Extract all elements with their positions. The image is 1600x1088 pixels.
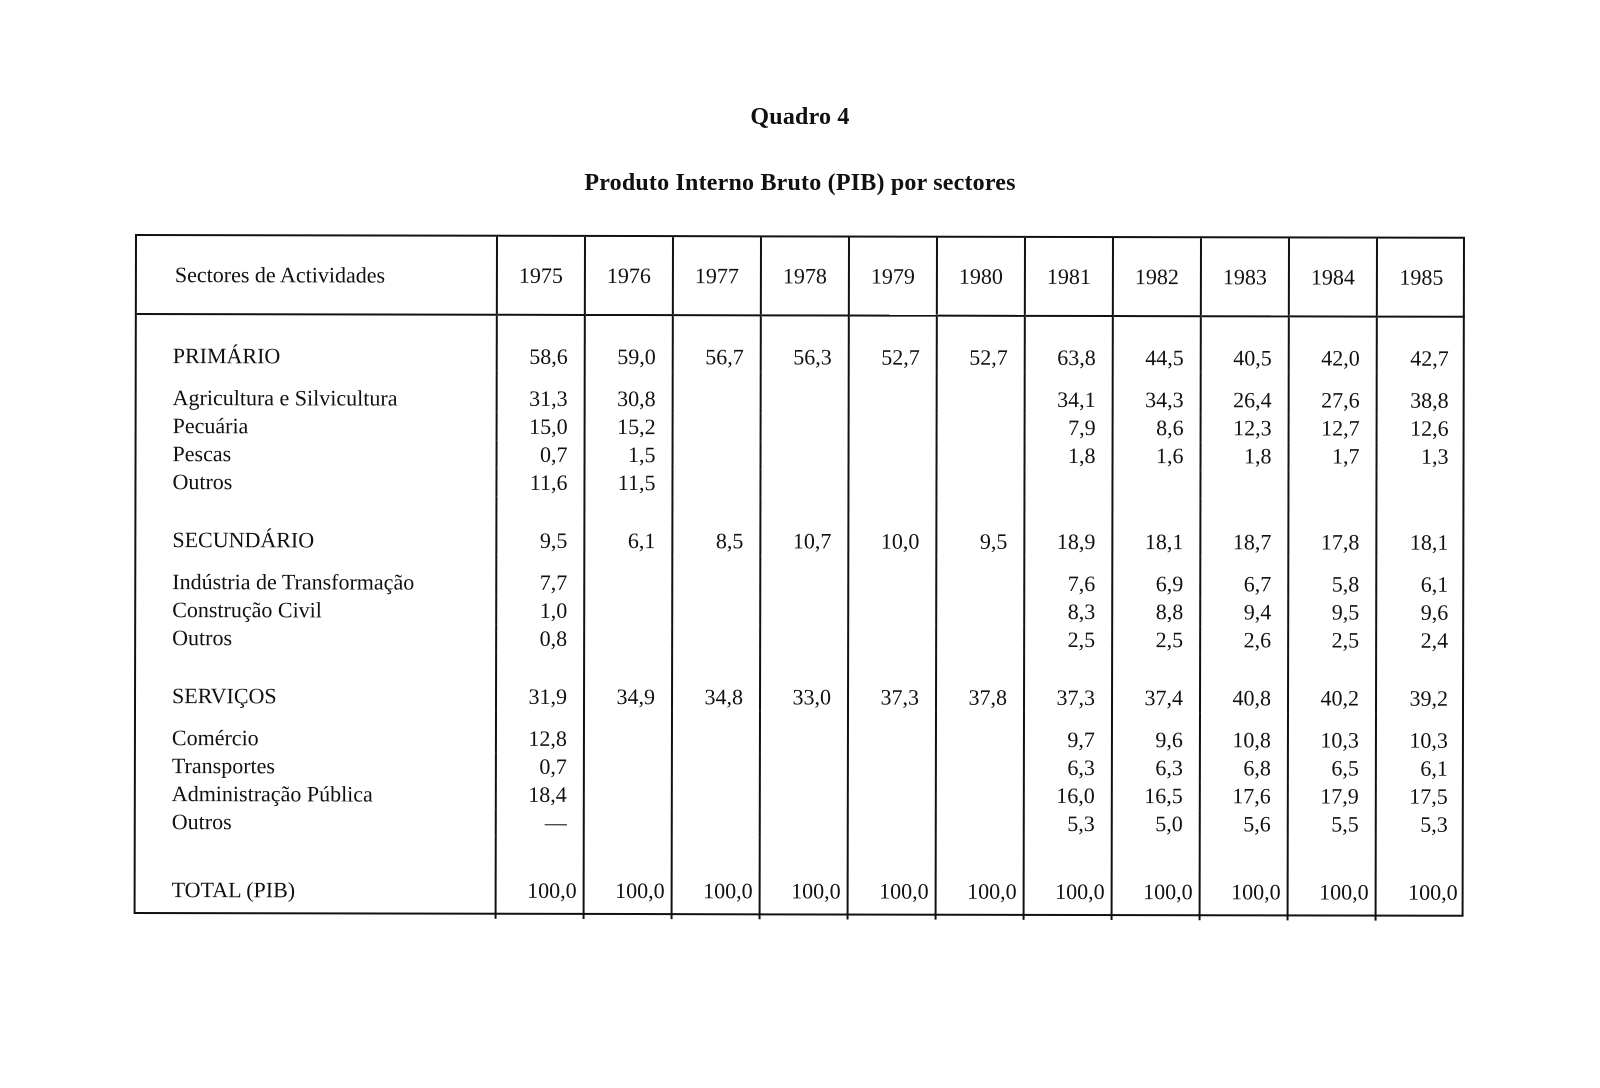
table-cell xyxy=(760,809,848,837)
table-cell: 6,5 xyxy=(1288,754,1376,782)
table-cell xyxy=(672,555,760,597)
table-cell xyxy=(848,555,936,597)
table-cell: 33,0 xyxy=(760,653,848,711)
table-cell: 6,3 xyxy=(1024,754,1112,782)
table-cell xyxy=(761,413,849,441)
table-subtitle: Produto Interno Bruto (PIB) por sectores xyxy=(584,170,1016,196)
year-header-1982: 1982 xyxy=(1113,238,1201,316)
group-row-label: SECUNDÁRIO xyxy=(172,527,315,553)
table-cell: 11,6 xyxy=(496,469,584,497)
year-header-1976: 1976 xyxy=(585,237,673,315)
table-cell: 1,8 xyxy=(1025,442,1113,470)
table-cell: 6,1 xyxy=(1376,755,1464,783)
table-cell xyxy=(760,781,848,809)
table-cell: 40,2 xyxy=(1288,654,1376,712)
table-cell xyxy=(584,753,672,781)
table-cell xyxy=(848,711,936,753)
table-cell: 1,8 xyxy=(1201,442,1289,470)
table-cell: 37,3 xyxy=(848,653,936,711)
table-cell: 5,0 xyxy=(1112,810,1200,838)
table-cell xyxy=(1200,470,1288,498)
item-row xyxy=(136,624,1464,655)
table-frame xyxy=(134,234,1465,917)
table-cell: 6,7 xyxy=(1200,556,1288,598)
sector-column-header: Sectores de Actividades xyxy=(137,236,497,315)
item-row-label: Outros xyxy=(172,469,233,495)
table-cell xyxy=(1376,471,1464,499)
table-cell xyxy=(936,754,1024,782)
table-cell xyxy=(584,711,672,753)
table-cell: 16,0 xyxy=(1024,782,1112,810)
table-cell xyxy=(937,414,1025,442)
year-header-1981: 1981 xyxy=(1025,238,1113,316)
table-cell: 37,4 xyxy=(1112,654,1200,712)
item-row xyxy=(136,808,1464,839)
table-cell: 10,7 xyxy=(760,497,848,555)
table-cell: 100,0 xyxy=(672,837,760,919)
item-row-label: Administração Pública xyxy=(171,781,373,807)
table-cell: 10,8 xyxy=(1200,712,1288,754)
table-cell: 12,6 xyxy=(1377,415,1465,443)
table-cell: 100,0 xyxy=(1200,838,1288,920)
item-row-label: Agricultura e Silvicultura xyxy=(172,385,398,411)
table-cell xyxy=(760,469,848,497)
table-cell: — xyxy=(496,809,584,837)
table-cell: 18,1 xyxy=(1112,498,1200,556)
table-cell: 12,7 xyxy=(1289,414,1377,442)
table-cell: 26,4 xyxy=(1201,372,1289,414)
table-cell: 18,7 xyxy=(1200,498,1288,556)
table-cell: 7,6 xyxy=(1024,556,1112,598)
table-cell: 37,8 xyxy=(936,654,1024,712)
table-cell: 100,0 xyxy=(848,837,936,919)
table-cell: 17,8 xyxy=(1288,498,1376,556)
table-cell: 100,0 xyxy=(1112,838,1200,920)
item-row xyxy=(136,468,1464,499)
table-cell xyxy=(849,371,937,413)
table-cell xyxy=(848,625,936,653)
year-header-1975: 1975 xyxy=(497,237,585,315)
table-cell xyxy=(1112,470,1200,498)
year-header-1983: 1983 xyxy=(1201,238,1289,316)
table-cell: 8,6 xyxy=(1113,414,1201,442)
table-cell: 1,6 xyxy=(1113,442,1201,470)
table-cell: 1,0 xyxy=(496,597,584,625)
table-cell: 7,9 xyxy=(1025,414,1113,442)
group-row-label: PRIMÁRIO xyxy=(172,343,281,369)
table-cell xyxy=(848,597,936,625)
table-cell: 2,5 xyxy=(1112,626,1200,654)
table-cell xyxy=(584,555,672,597)
table-cell xyxy=(673,441,761,469)
group-row-label: SERVIÇOS xyxy=(172,683,277,709)
table-cell: 100,0 xyxy=(760,837,848,919)
table-cell: 2,4 xyxy=(1376,627,1464,655)
item-row xyxy=(136,780,1464,811)
table-cell: 27,6 xyxy=(1289,372,1377,414)
header-row xyxy=(137,236,1465,317)
table-cell: 2,6 xyxy=(1200,626,1288,654)
table-cell: 34,1 xyxy=(1025,372,1113,414)
group-row xyxy=(137,314,1465,373)
table-cell: 34,9 xyxy=(584,653,672,711)
table-cell: 6,3 xyxy=(1112,754,1200,782)
table-cell: 18,4 xyxy=(496,781,584,809)
table-cell: 17,9 xyxy=(1288,782,1376,810)
table-cell: 56,3 xyxy=(761,315,849,371)
table-cell xyxy=(936,810,1024,838)
table-cell: 12,3 xyxy=(1201,414,1289,442)
table-cell xyxy=(1288,470,1376,498)
table-cell xyxy=(673,371,761,413)
table-cell xyxy=(760,625,848,653)
year-header-1979: 1979 xyxy=(849,237,937,315)
table-cell: 40,5 xyxy=(1201,316,1289,372)
table-cell xyxy=(849,413,937,441)
table-cell: 8,5 xyxy=(672,497,760,555)
item-row-label: Construção Civil xyxy=(172,597,322,623)
table-cell xyxy=(672,625,760,653)
table-cell: 0,8 xyxy=(496,625,584,653)
table-cell xyxy=(672,809,760,837)
table-cell xyxy=(673,413,761,441)
table-cell: 5,8 xyxy=(1288,556,1376,598)
table-cell: 9,5 xyxy=(936,498,1024,556)
table-cell: 44,5 xyxy=(1113,316,1201,372)
table-body xyxy=(136,314,1465,921)
year-header-1977: 1977 xyxy=(673,237,761,315)
total-row-label: TOTAL (PIB) xyxy=(171,877,296,903)
table-cell xyxy=(760,711,848,753)
item-row xyxy=(136,596,1464,627)
table-cell: 17,5 xyxy=(1376,783,1464,811)
table-cell xyxy=(937,372,1025,414)
table-cell: 10,3 xyxy=(1288,712,1376,754)
item-row xyxy=(137,440,1465,471)
table-cell xyxy=(760,555,848,597)
table-cell: 15,0 xyxy=(497,413,585,441)
table-cell: 42,7 xyxy=(1377,317,1465,373)
table-cell: 6,9 xyxy=(1112,556,1200,598)
table-cell: 1,5 xyxy=(585,441,673,469)
table-cell: 31,3 xyxy=(497,371,585,413)
table-cell xyxy=(937,442,1025,470)
table-cell: 9,6 xyxy=(1376,599,1464,627)
table-cell: 34,3 xyxy=(1113,372,1201,414)
table-cell: 10,0 xyxy=(848,497,936,555)
table-cell: 0,7 xyxy=(497,441,585,469)
table-cell xyxy=(848,809,936,837)
table-cell: 18,1 xyxy=(1376,499,1464,557)
table-cell xyxy=(936,782,1024,810)
table-cell xyxy=(761,371,849,413)
year-header-1980: 1980 xyxy=(937,238,1025,316)
group-row xyxy=(136,496,1464,557)
table-cell: 100,0 xyxy=(1288,838,1376,920)
table-cell: 100,0 xyxy=(1376,839,1464,921)
gdp-sector-table xyxy=(136,236,1465,921)
table-cell: 11,5 xyxy=(584,469,672,497)
year-header-1985: 1985 xyxy=(1377,239,1465,317)
table-cell: 6,1 xyxy=(1376,557,1464,599)
table-cell: 12,8 xyxy=(496,711,584,753)
table-cell: 100,0 xyxy=(584,837,672,919)
table-cell: 9,5 xyxy=(496,497,584,555)
item-row-label: Indústria de Transformação xyxy=(172,569,415,595)
year-header-1978: 1978 xyxy=(761,237,849,315)
table-cell xyxy=(849,441,937,469)
table-cell xyxy=(760,753,848,781)
table-cell: 52,7 xyxy=(937,316,1025,372)
table-cell: 31,9 xyxy=(496,653,584,711)
item-row xyxy=(137,412,1465,443)
table-cell: 9,5 xyxy=(1288,598,1376,626)
table-cell: 6,8 xyxy=(1200,754,1288,782)
group-row xyxy=(136,652,1464,713)
table-cell: 52,7 xyxy=(849,315,937,371)
table-cell: 2,5 xyxy=(1288,626,1376,654)
table-cell xyxy=(848,469,936,497)
table-cell xyxy=(584,597,672,625)
table-cell: 30,8 xyxy=(585,371,673,413)
table-cell: 59,0 xyxy=(585,315,673,371)
table-cell xyxy=(936,470,1024,498)
table-cell xyxy=(672,753,760,781)
table-cell: 10,3 xyxy=(1376,713,1464,755)
table-cell: 42,0 xyxy=(1289,316,1377,372)
table-cell: 9,6 xyxy=(1112,712,1200,754)
item-row-label: Pescas xyxy=(172,441,232,467)
item-row-label: Outros xyxy=(171,809,232,835)
item-row-label: Transportes xyxy=(171,753,276,779)
table-cell xyxy=(760,597,848,625)
page-title: Quadro 4 xyxy=(750,104,850,130)
table-cell xyxy=(1024,470,1112,498)
table-cell: 6,1 xyxy=(584,497,672,555)
table-cell: 17,6 xyxy=(1200,782,1288,810)
table-cell: 100,0 xyxy=(936,838,1024,920)
table-cell: 5,6 xyxy=(1200,810,1288,838)
total-row xyxy=(136,836,1464,921)
table-cell: 39,2 xyxy=(1376,655,1464,713)
table-cell xyxy=(672,597,760,625)
table-cell: 7,7 xyxy=(496,555,584,597)
table-cell: 18,9 xyxy=(1024,498,1112,556)
table-cell xyxy=(584,625,672,653)
item-row-label: Comércio xyxy=(171,725,259,751)
table-cell xyxy=(936,626,1024,654)
table-cell xyxy=(936,598,1024,626)
table-cell xyxy=(848,781,936,809)
table-cell: 1,7 xyxy=(1289,442,1377,470)
table-cell: 15,2 xyxy=(585,413,673,441)
table-cell: 40,8 xyxy=(1200,654,1288,712)
table-cell: 100,0 xyxy=(496,837,584,919)
table-cell: 9,4 xyxy=(1200,598,1288,626)
table-cell xyxy=(672,711,760,753)
table-cell: 2,5 xyxy=(1024,626,1112,654)
table-cell: 56,7 xyxy=(673,315,761,371)
table-cell: 9,7 xyxy=(1024,712,1112,754)
item-row xyxy=(136,752,1464,783)
table-cell xyxy=(672,781,760,809)
year-header-1984: 1984 xyxy=(1289,238,1377,316)
table-cell xyxy=(848,753,936,781)
table-cell: 5,5 xyxy=(1288,810,1376,838)
item-row xyxy=(136,710,1464,755)
item-row-label: Outros xyxy=(172,625,233,651)
table-cell: 37,3 xyxy=(1024,654,1112,712)
table-cell xyxy=(761,441,849,469)
table-cell: 5,3 xyxy=(1024,810,1112,838)
item-row-label: Pecuária xyxy=(172,413,249,439)
table-cell: 8,8 xyxy=(1112,598,1200,626)
table-cell: 1,3 xyxy=(1377,443,1465,471)
item-row xyxy=(137,370,1465,415)
table-cell: 38,8 xyxy=(1377,373,1465,415)
table-cell xyxy=(936,712,1024,754)
table-cell: 100,0 xyxy=(1024,838,1112,920)
table-cell xyxy=(936,556,1024,598)
table-cell: 8,3 xyxy=(1024,598,1112,626)
table-cell: 34,8 xyxy=(672,653,760,711)
table-cell xyxy=(584,809,672,837)
table-cell xyxy=(672,469,760,497)
table-cell: 58,6 xyxy=(497,315,585,371)
table-cell xyxy=(584,781,672,809)
table-cell: 0,7 xyxy=(496,753,584,781)
table-cell: 5,3 xyxy=(1376,811,1464,839)
item-row xyxy=(136,554,1464,599)
table-cell: 16,5 xyxy=(1112,782,1200,810)
table-cell: 63,8 xyxy=(1025,316,1113,372)
